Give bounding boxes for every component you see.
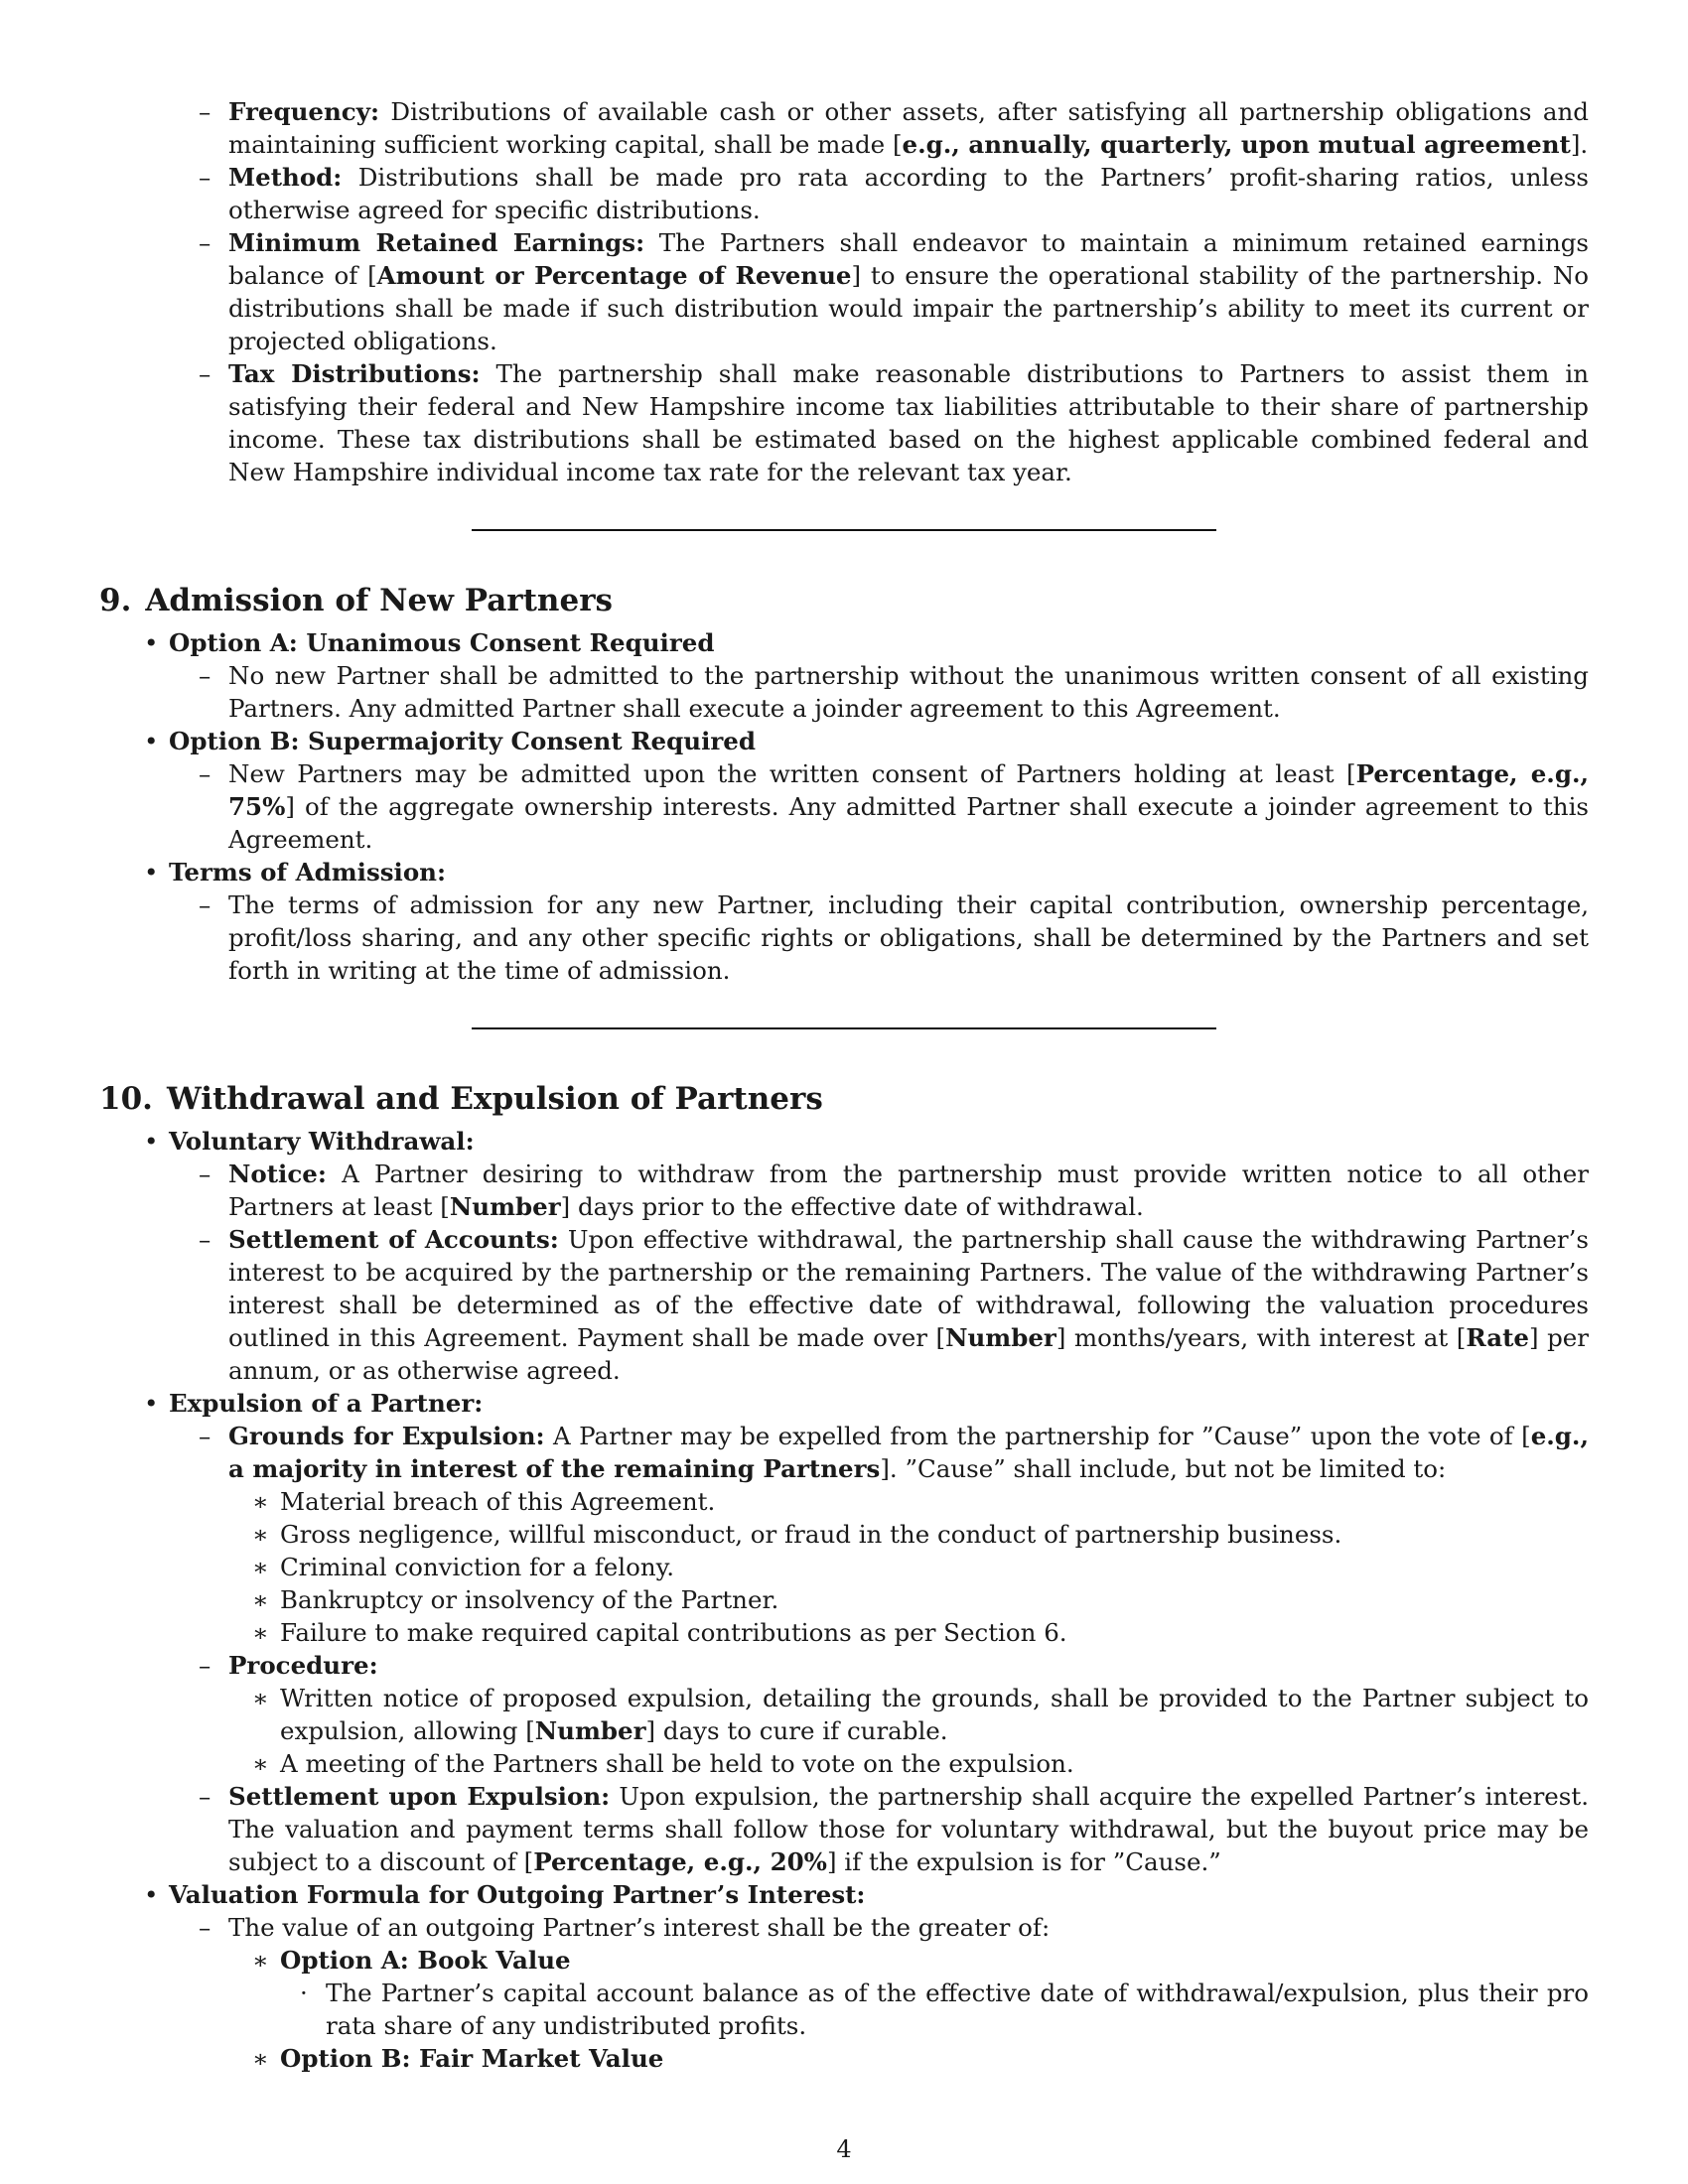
list-item: – The terms of admission for any new Partner, including their capital contribution, ownership percentage, profit/loss sharing, and any other specific rights or obligations, shall be determined by the Partners and set forth in writing at the time of admission.: [228, 888, 1589, 987]
list-item: – Settlement upon Expulsion: Upon expulsion, the partnership shall acquire the expelled Partner’s interest. The valuation and payment terms shall follow those for voluntary withdrawal, but the buyout price may be subject to a discount of [Percentage, e.g., 20%] if the expulsion is for ”Cause.”: [228, 1780, 1589, 1878]
list-item: – New Partners may be admitted upon the written consent of Partners holding at least [Percentage, e.g., 75%] of the aggregate ownership interests. Any admitted Partner shall execute a joinder agreement to this Agreement.: [228, 757, 1589, 856]
list-item: – The value of an outgoing Partner’s interest shall be the greater of:: [228, 1911, 1589, 1944]
list-item: • Expulsion of a Partner:: [169, 1387, 1589, 1420]
section-divider: [472, 1027, 1216, 1029]
list-item: ∗ Option A: Book Value: [280, 1944, 1589, 1977]
list-item: ∗ A meeting of the Partners shall be held to vote on the expulsion.: [280, 1747, 1589, 1780]
list-item: – Notice: A Partner desiring to withdraw from the partnership must provide written notice to all other Partners at least [Number] days prior to the effective date of withdrawal.: [228, 1158, 1589, 1223]
page-number: 4: [836, 2135, 852, 2163]
list-item: – Method: Distributions shall be made pro rata according to the Partners’ profit-sharing ratios, unless otherwise agreed for specific distributions.: [228, 161, 1589, 226]
list-item: – Minimum Retained Earnings: The Partners shall endeavor to maintain a minimum retained earnings balance of [Amount or Percentage of Revenue] to ensure the operational stability of the partnership. No distributions shall be made if such distribution would impair the partnership’s ability to meet its current or projected obligations.: [228, 226, 1589, 357]
list-item: ∗ Option B: Fair Market Value: [280, 2042, 1589, 2075]
list-item: – Settlement of Accounts: Upon effective withdrawal, the partnership shall cause the withdrawing Partner’s interest to be acquired by the partnership or the remaining Partners. The value of the withdrawing Partner’s interest shall be determined as of the effective date of withdrawal, following the valuation procedures outlined in this Agreement. Payment shall be made over [Number] months/years, with interest at [Rate] per annum, or as otherwise agreed.: [228, 1223, 1589, 1387]
list-item: ∗ Bankruptcy or insolvency of the Partner.: [280, 1583, 1589, 1616]
list-item: – Frequency: Distributions of available cash or other assets, after satisfying all partnership obligations and maintaining sufficient working capital, shall be made [e.g., annually, quarterly, upon mutual agreement].: [228, 95, 1589, 161]
list-item: • Voluntary Withdrawal:: [169, 1125, 1589, 1158]
document-page: [99, 95, 1589, 2075]
section-heading: 10. Withdrawal and Expulsion of Partners: [99, 1081, 823, 1117]
list-item: ∗ Criminal conviction for a felony.: [280, 1551, 1589, 1583]
item-label: Frequency:: [228, 97, 380, 126]
item-label: Tax Distributions:: [228, 359, 481, 388]
list-item: – Procedure:: [228, 1649, 1589, 1682]
list-item: • Valuation Formula for Outgoing Partner’s Interest:: [169, 1878, 1589, 1911]
list-item: · The Partner’s capital account balance as of the effective date of withdrawal/expulsion, plus their pro rata share of any undistributed profits.: [326, 1977, 1589, 2042]
list-item: ∗ Written notice of proposed expulsion, detailing the grounds, shall be provided to the Partner subject to expulsion, allowing [Number] days to cure if curable.: [280, 1682, 1589, 1747]
list-item: – Tax Distributions: The partnership shall make reasonable distributions to Partners to assist them in satisfying their federal and New Hampshire income tax liabilities attributable to their share of partnership income. These tax distributions shall be estimated based on the highest applicable combined federal and New Hampshire individual income tax rate for the relevant tax year.: [228, 357, 1589, 488]
list-item: ∗ Material breach of this Agreement.: [280, 1485, 1589, 1518]
list-item: ∗ Failure to make required capital contributions as per Section 6.: [280, 1616, 1589, 1649]
item-label: Minimum Retained Earnings:: [228, 228, 645, 257]
list-item: – No new Partner shall be admitted to the partnership without the unanimous written consent of all existing Partners. Any admitted Partner shall execute a joinder agreement to this Agreement.: [228, 659, 1589, 725]
item-label: Method:: [228, 163, 343, 192]
list-item: • Terms of Admission:: [169, 856, 1589, 888]
list-item: • Option B: Supermajority Consent Required: [169, 725, 1589, 757]
list-item: • Option A: Unanimous Consent Required: [169, 626, 1589, 659]
list-item: ∗ Gross negligence, willful misconduct, or fraud in the conduct of partnership business.: [280, 1518, 1589, 1551]
section-divider: [472, 529, 1216, 531]
section-heading: 9. Admission of New Partners: [99, 583, 613, 618]
list-item: – Grounds for Expulsion: A Partner may be expelled from the partnership for ”Cause” upon the vote of [e.g., a majority in interest of the remaining Partners]. ”Cause” shall include, but not be limited to:: [228, 1420, 1589, 1485]
